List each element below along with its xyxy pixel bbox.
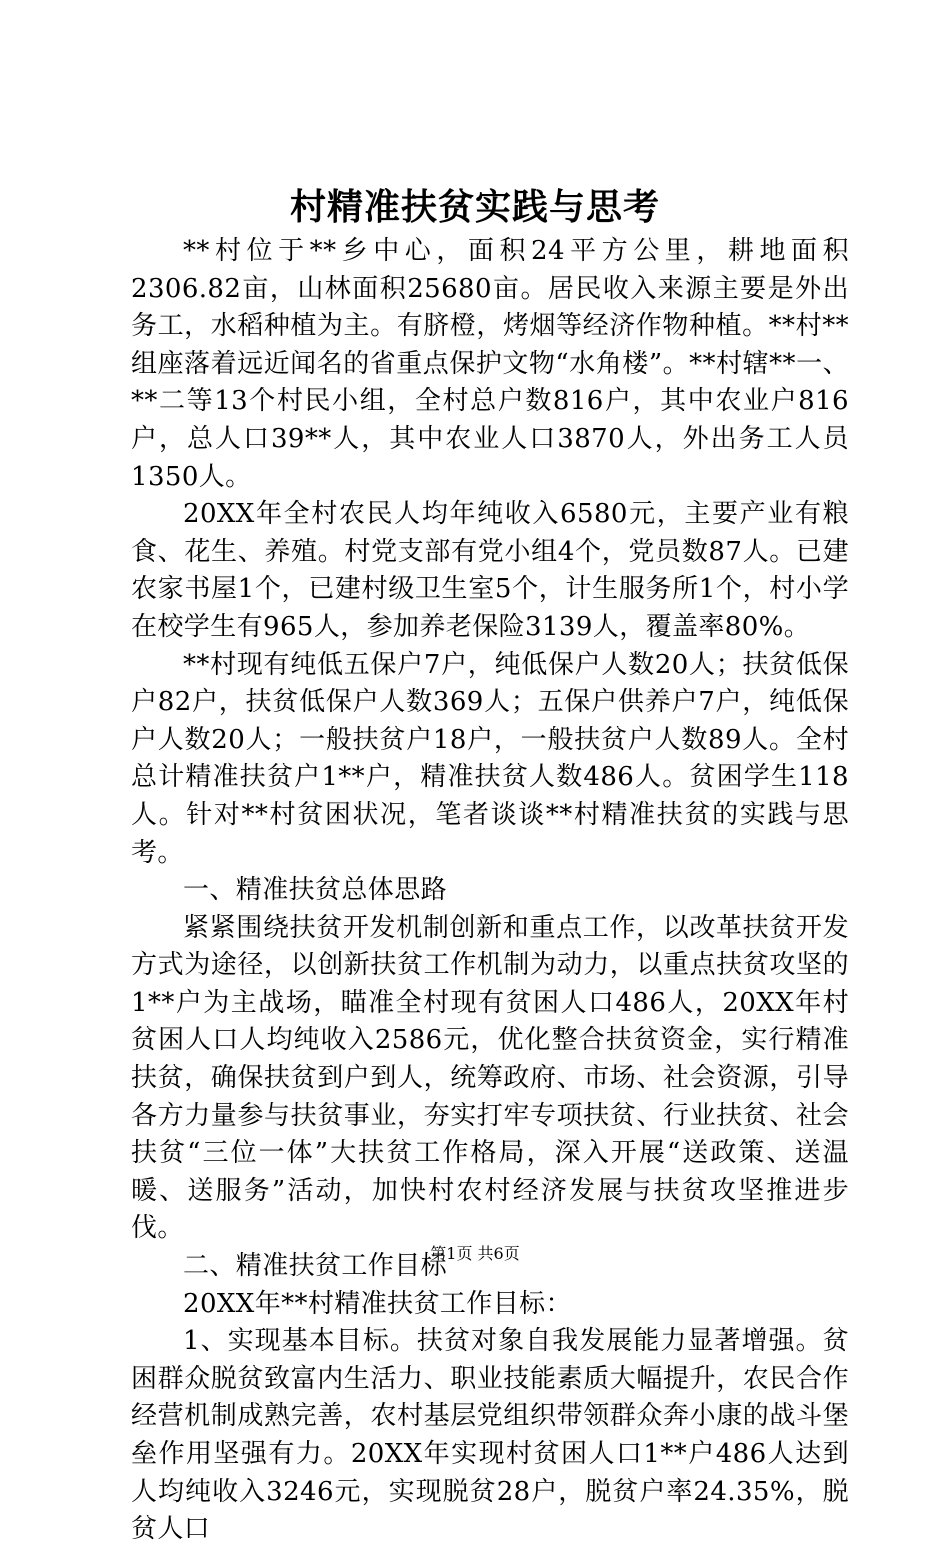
paragraph-goals-intro: 20XX年**村精准扶贫工作目标： bbox=[183, 1288, 572, 1319]
paragraph-village-overview: **村位于**乡中心，面积24平方公里，耕地面积2306.82亩，山林面积25680亩。居民收入来源主要是外出务工，水稻种植为主。有脐橙，烤烟等经济作物种植。**村**组座落着远近闻名的省重点保护文物“水角楼”。**村辖**一、**二等13个村民小组，全村总户数816户，其中农业户816户，总人口39**人，其中农业人口3870人，外出务工人员1350人。 bbox=[131, 236, 849, 492]
paragraph-approach: 紧紧围绕扶贫开发机制创新和重点工作，以改革扶贫开发方式为途径，以创新扶贫工作机制为动力，以重点扶贫攻坚的1**户为主战场，瞄准全村现有贫困人口486人，20XX年村贫困人口人均纯收入2586元，优化整合扶贫资金，实行精准扶贫，确保扶贫到户到人，统筹政府、市场、社会资源，引导各方力量参与扶贫事业，夯实打牢专项扶贫、行业扶贫、社会扶贫“三位一体”大扶贫工作格局，深入开展“送政策、送温暖、送服务”活动，加快村农村经济发展与扶贫攻坚推进步伐。 bbox=[131, 912, 849, 1244]
section-heading-approach: 一、精准扶贫总体思路 bbox=[183, 875, 448, 906]
document-title: 村精准扶贫实践与思考 bbox=[289, 186, 660, 228]
paragraph-poverty-stats: **村现有纯低五保户7户，纯低保户人数20人；扶贫低保户82户，扶贫低保户人数369人；五保户供养户7户，纯低保户人数20人；一般扶贫户18户，一般扶贫户人数89人。全村总计精准扶贫户1**户，精准扶贫人数486人。贫困学生118人。针对**村贫困状况，笔者谈谈**村精准扶贫的实践与思考。 bbox=[131, 649, 849, 868]
paragraph-income-stats: 20XX年全村农民人均年纯收入6580元，主要产业有粮食、花生、养殖。村党支部有党小组4个，党员数87人。已建农家书屋1个，已建村级卫生室5个，计生服务所1个，村小学在校学生有965人，参加养老保险3139人，覆盖率80%。 bbox=[131, 499, 849, 642]
document-body bbox=[131, 233, 849, 1549]
page-number: 第1页 共6页 bbox=[430, 1244, 520, 1263]
paragraph-goal-1: 1、实现基本目标。扶贫对象自我发展能力显著增强。贫困群众脱贫致富内生活力、职业技能素质大幅提升，农民合作经营机制成熟完善，农村基层党组织带领群众奔小康的战斗堡垒作用坚强有力。20XX年实现村贫困人口1**户486人达到人均纯收入3246元，实现脱贫28户，脱贫户率24.35%，脱贫人口 bbox=[131, 1326, 849, 1545]
section-heading-goals: 二、精准扶贫工作目标 bbox=[183, 1251, 448, 1282]
